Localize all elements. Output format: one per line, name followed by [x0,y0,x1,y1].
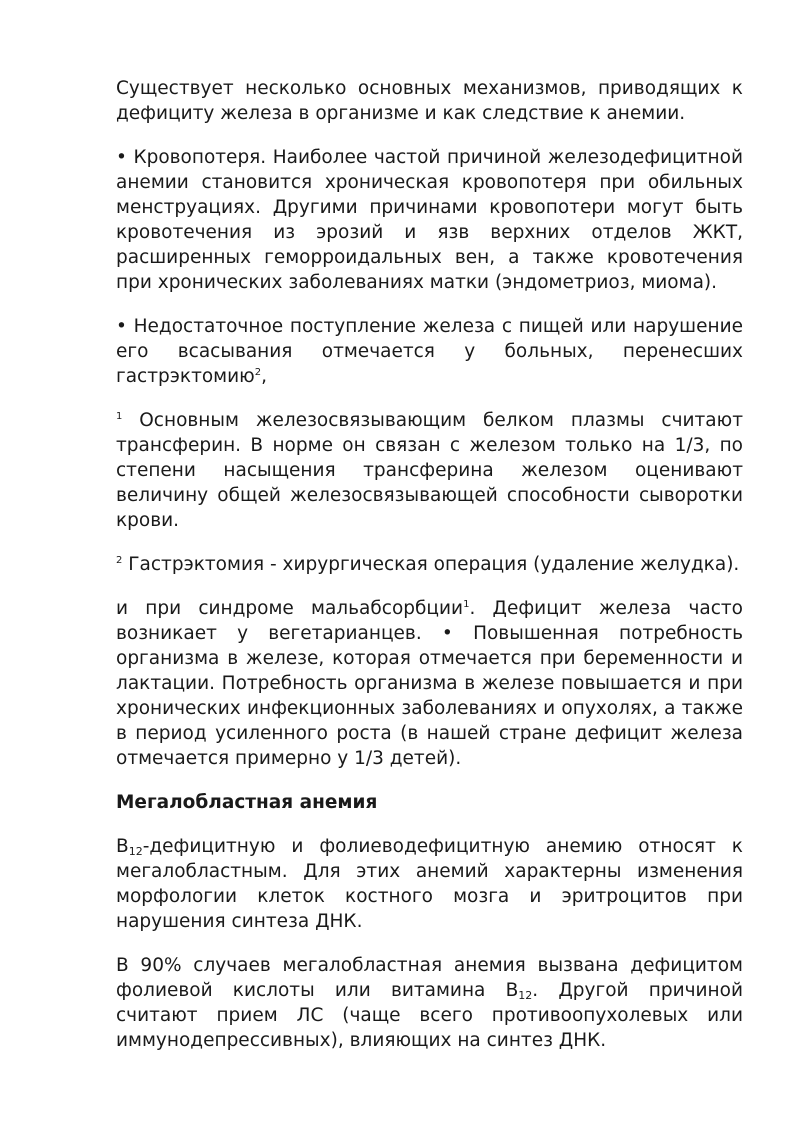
section-heading: Мегалобластная анемия [116,792,378,813]
vitamin-subscript-2: 12 [518,989,533,1002]
blood-loss-paragraph: • Кровопотеря. Наиболее частой причиной железодефицитной анемии становится хроническая кровопотеря при обильных менструациях. Другими причинами кровопотери могут быть кровотечения из эрозий и язв верхних отделов ЖКТ, расширенных геморроидальных вен, а также кровотечения при хронических заболеваниях матки (эндометриоз, миома). [116,147,743,293]
footnote-2 [116,552,743,577]
megaloblastic-text-2-after: . Другой причиной считают прием ЛС (чаще всего противоопухолевых или иммунодепрессивных), влияющих на синтез ДНК. [116,980,743,1051]
megaloblastic-text-1: -дефицитную и фолиеводефицитную анемию относят к мегалобластным. Для этих анемий характерны изменения морфологии клеток костного мозга и эритроцитов при нарушения синтеза ДНК. [116,836,743,932]
vitamin-letter: В [116,836,129,857]
intro-paragraph: Существует несколько основных механизмов, приводящих к дефициту железа в организме и как следствие к анемии. [116,78,743,124]
footnote-ref-2: 2 [254,367,262,378]
document-page [116,76,743,1072]
continuation-text-before: и при синдроме мальабсорбции [116,598,464,619]
footnote-1-text: Основным железосвязывающим белком плазмы считают трансферин. В норме он связан с железом только на 1/3, по степени насыщения трансферина железом оценивают величину общей железосвязывающей способности сыворотки крови. [116,410,743,531]
megaloblastic-text-2-before: В 90% случаев мегалобластная анемия вызвана дефицитом фолиевой кислоты или витамина В [116,955,743,1001]
continuation-text-after: . Дефицит железа часто возникает у вегетарианцев. • Повышенная потребность организма в железе, которая отмечается при беременности и лактации. Потребность организма в железе повышается и при хронических инфекционных заболеваниях и опухолях, а также в период усиленного роста (в нашей стране дефицит железа отмечается примерно у 1/3 детей). [116,598,743,769]
intake-paragraph [116,314,743,389]
footnote-1 [116,408,743,533]
intake-tail: , [261,366,267,387]
footnote-mark-2: 2 [116,555,123,566]
vitamin-subscript: 12 [128,845,143,858]
megaloblastic-paragraph-1 [116,834,743,934]
footnote-2-text: Гастрэктомия - хирургическая операция (удаление желудка). [122,554,740,575]
footnote-mark-1: 1 [116,411,123,422]
intake-text: • Недостаточное поступление железа с пищей или нарушение его всасывания отмечается у больных, перенесших гастрэктомию [116,316,743,387]
footnote-ref-1: 1 [463,599,470,610]
megaloblastic-paragraph-2 [116,953,743,1053]
continuation-paragraph [116,596,743,771]
